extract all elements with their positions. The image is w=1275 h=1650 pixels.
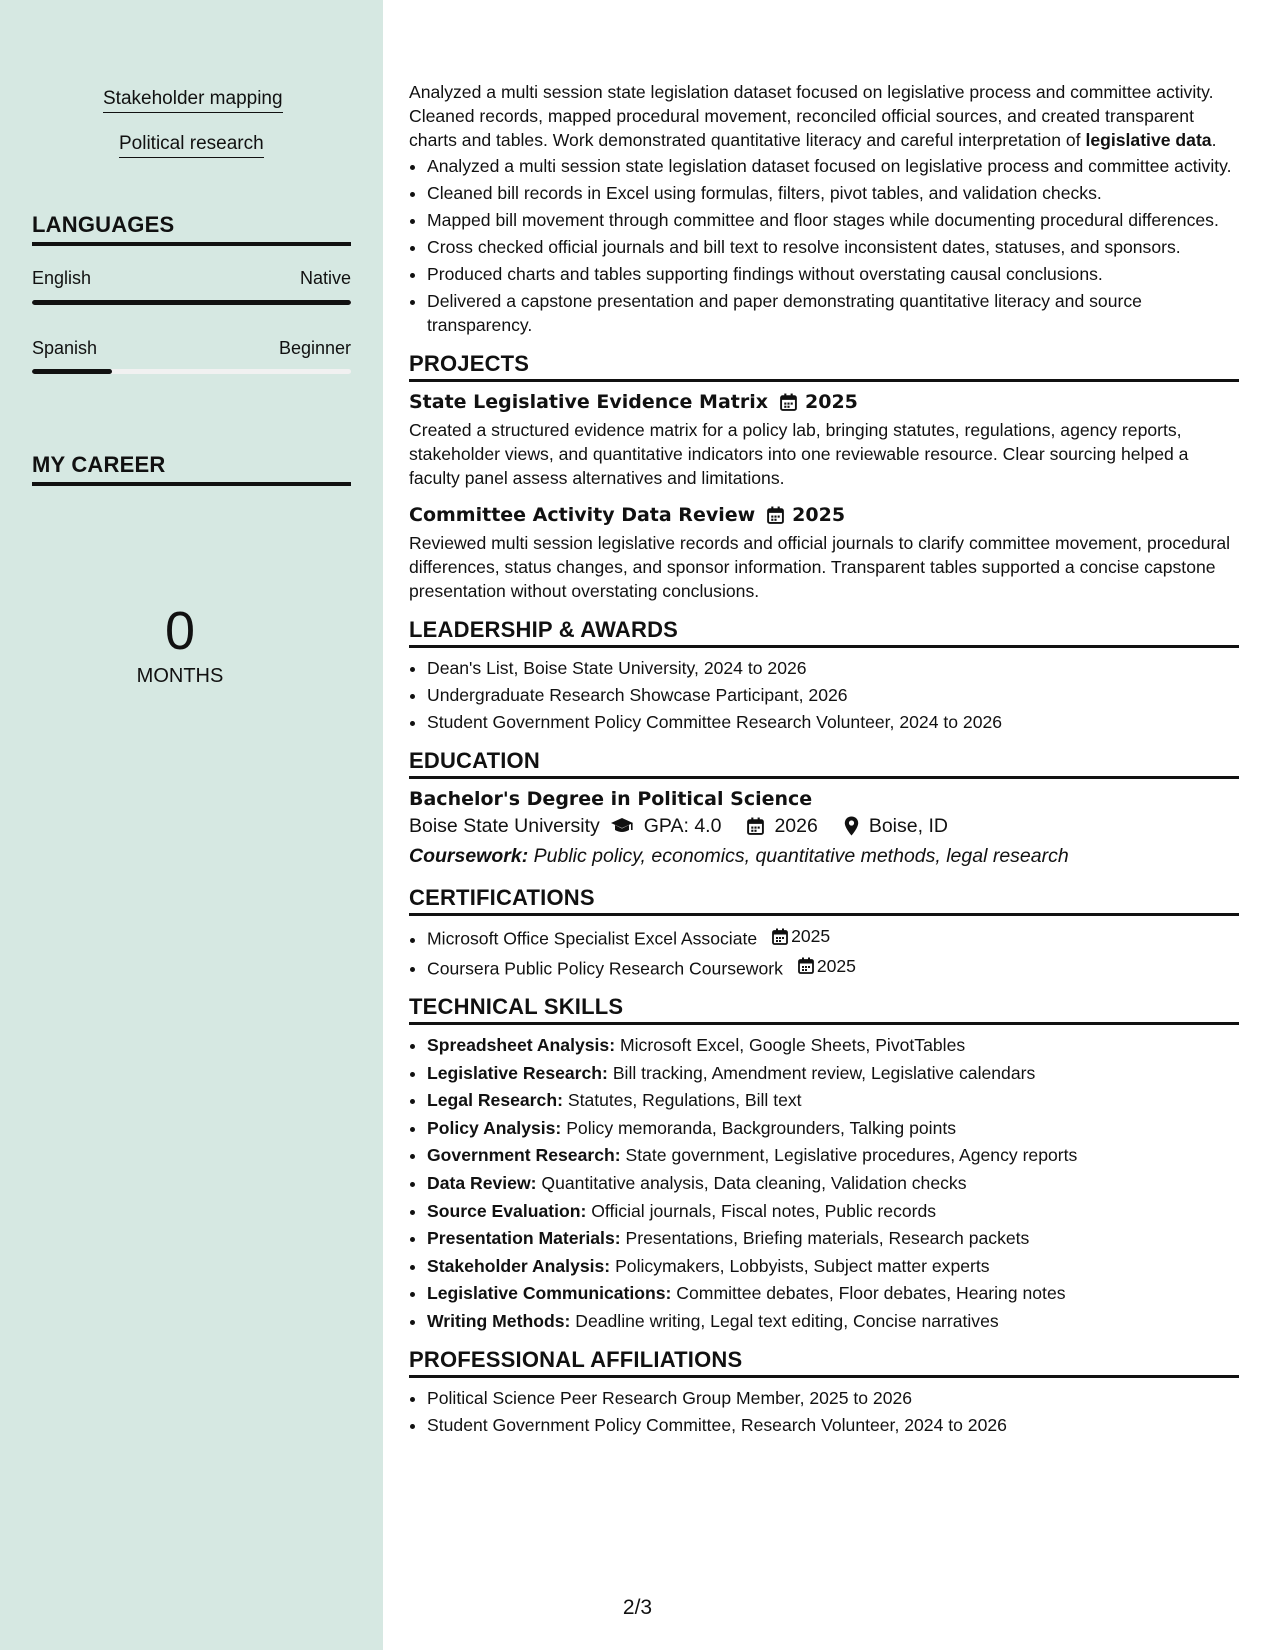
experience-section [409,80,1239,337]
skill-value: Presentations, Briefing materials, Research packets [625,1228,1030,1249]
calendar-icon [772,928,788,945]
list-item: • Produced charts and tables supporting findings without overstating causal conclusions. [427,262,1239,286]
skill-label: Legal Research: [427,1090,563,1111]
project-description: Created a structured evidence matrix for a policy lab, bringing statutes, regulations, agency reports, stakeholder views, and quantitative indicators into one reviewable resource. Clear sourcing helped a faculty panel assess alternatives and limitations. [409,420,1189,488]
certification-date [772,924,830,948]
skill-tag: Political research [119,133,264,158]
education-coursework [409,841,1239,871]
skill-label: Data Review: [427,1172,537,1193]
skill-label: Presentation Materials: [427,1228,621,1249]
calendar-icon [798,957,814,974]
experience-summary [409,80,1239,152]
career-value: 0 [164,601,196,661]
skill-label: Stakeholder Analysis: [427,1255,611,1276]
certifications-section [409,886,1239,980]
map-pin-icon [844,816,859,836]
list-item [427,1281,1239,1305]
project-title-row [409,390,1239,414]
list-item: • Cross checked official journals and bill text to resolve inconsistent dates, statuses, and sponsors. [427,235,1239,259]
skill-value: Microsoft Excel, Google Sheets, PivotTables [619,1035,966,1055]
skill-value: Committee debates, Floor debates, Hearing notes [676,1283,1066,1304]
education-section [409,749,1239,871]
skill-tag: Stakeholder mapping [103,88,283,113]
list-item [427,1061,1239,1085]
affiliations-list [409,1386,1239,1437]
list-item [427,954,1239,981]
skill-label: Spreadsheet Analysis: [427,1035,616,1055]
skill-label: Policy Analysis: [427,1117,562,1138]
sidebar [0,0,383,1650]
skill-value: Quantitative analysis, Data cleaning, Validation checks [541,1172,967,1193]
certifications-list [409,924,1239,980]
section-heading: PROJECTS [409,352,1239,382]
languages-heading: LANGUAGES [32,212,351,246]
list-item [427,1254,1239,1278]
list-item: • Mapped bill movement through committee and floor stages while documenting procedural differences. [427,208,1239,232]
list-item [427,1116,1239,1140]
leadership-section [409,618,1239,734]
list-item [427,1088,1239,1112]
project-date [767,503,845,527]
project-year: 2025 [792,504,846,526]
language-name: English [32,268,92,288]
section-heading: EDUCATION [409,749,1239,779]
coursework-label: Coursework: [409,845,529,867]
leadership-list [409,656,1239,734]
skill-label: Source Evaluation: [427,1200,587,1221]
project-title-row [409,503,1239,527]
language-level: Beginner [278,338,351,358]
calendar-icon [767,506,784,524]
education-details [409,811,1239,841]
education-school: Boise State University [409,815,600,837]
list-item [427,1309,1239,1333]
skill-value: Policymakers, Lobbyists, Subject matter experts [615,1255,990,1276]
list-item: • Political Science Peer Research Group Member, 2025 to 2026 [427,1386,1239,1410]
technical-skills-list [409,1033,1239,1333]
list-item: • Student Government Policy Committee, Research Volunteer, 2024 to 2026 [427,1413,1239,1437]
main-content [409,80,1239,1440]
skill-label: Government Research: [427,1145,621,1166]
language-name: Spanish [32,338,98,358]
coursework-text: Public policy, economics, quantitative methods, legal research [533,845,1069,867]
skill-value: Bill tracking, Amendment review, Legislative calendars [612,1062,1036,1083]
section-heading: LEADERSHIP & AWARDS [409,618,1239,648]
skill-value: Official journals, Fiscal notes, Public records [591,1200,937,1221]
experience-bullets [409,154,1239,337]
list-item: • Dean's List, Boise State University, 2024 to 2026 [427,656,1239,680]
education-degree: Bachelor's Degree in Political Science [409,788,813,810]
skill-value: State government, Legislative procedures, Agency reports [625,1145,1078,1166]
list-item: • Student Government Policy Committee Research Volunteer, 2024 to 2026 [427,710,1239,734]
certification-year: 2025 [816,955,856,976]
section-heading: PROFESSIONAL AFFILIATIONS [409,1348,1239,1378]
section-heading: CERTIFICATIONS [409,886,1239,916]
calendar-icon [780,393,797,411]
career-heading: MY CAREER [32,452,351,486]
skill-value: Deadline writing, Legal text editing, Concise narratives [575,1310,999,1331]
certification-year: 2025 [791,926,831,946]
list-item [427,1171,1239,1195]
language-row [32,268,351,289]
section-heading: TECHNICAL SKILLS [409,995,1239,1025]
skill-value: Policy memoranda, Backgrounders, Talking points [566,1117,957,1138]
calendar-icon [747,817,764,835]
list-item: • Analyzed a multi session state legislation dataset focused on legislative process and committee activity. [427,154,1239,178]
list-item: • Cleaned bill records in Excel using formulas, filters, pivot tables, and validation checks. [427,181,1239,205]
certification-name: Coursera Public Policy Research Coursework [427,958,783,978]
affiliations-section [409,1348,1239,1437]
language-row [32,338,351,359]
language-proficiency-bar [32,369,351,374]
skill-label: Legislative Research: [427,1062,608,1083]
certification-date [798,954,856,978]
certification-name: Microsoft Office Specialist Excel Associate [427,928,758,949]
summary-text: Analyzed a multi session state legislation dataset focused on legislative process and committee activity. Cleaned records, mapped procedural movement, reconciled official sources, and created transparent charts and tables. Work demonstrated quantitative literacy and careful interpretation of [409,82,1214,150]
skill-label: Writing Methods: [427,1310,571,1331]
project-year: 2025 [805,391,858,413]
list-item [427,924,1239,951]
project-title: Committee Activity Data Review [409,504,756,526]
list-item: • Undergraduate Research Showcase Participant, 2026 [427,683,1239,707]
graduation-cap-icon [610,817,634,835]
language-proficiency-fill [32,369,112,374]
language-proficiency-fill [32,300,351,305]
project-date [780,390,858,414]
project-title: State Legislative Evidence Matrix [409,391,769,413]
language-level: Native [299,268,351,288]
list-item [427,1033,1239,1057]
projects-section [409,352,1239,603]
skill-value: Statutes, Regulations, Bill text [567,1090,802,1111]
education-gpa: GPA: 4.0 [643,815,722,837]
summary-bold: legislative data [1085,130,1212,150]
education-location: Boise, ID [868,815,948,837]
list-item [427,1226,1239,1250]
project-description: Reviewed multi session legislative records and official journals to clarify committee movement, procedural differences, status changes, and sponsor information. Transparent tables supported a concise capstone presentation without overstating conclusions. [409,533,1231,601]
list-item: • Delivered a capstone presentation and paper demonstrating quantitative literacy and source transparency. [427,289,1239,337]
page-number: 2/3 [622,1596,653,1619]
career-unit: MONTHS [136,665,224,687]
language-proficiency-bar [32,300,351,305]
skill-label: Legislative Communications: [427,1283,672,1304]
education-year: 2026 [774,815,818,837]
list-item [427,1199,1239,1223]
list-item [427,1143,1239,1167]
technical-skills-section [409,995,1239,1333]
summary-end: . [1211,130,1217,150]
